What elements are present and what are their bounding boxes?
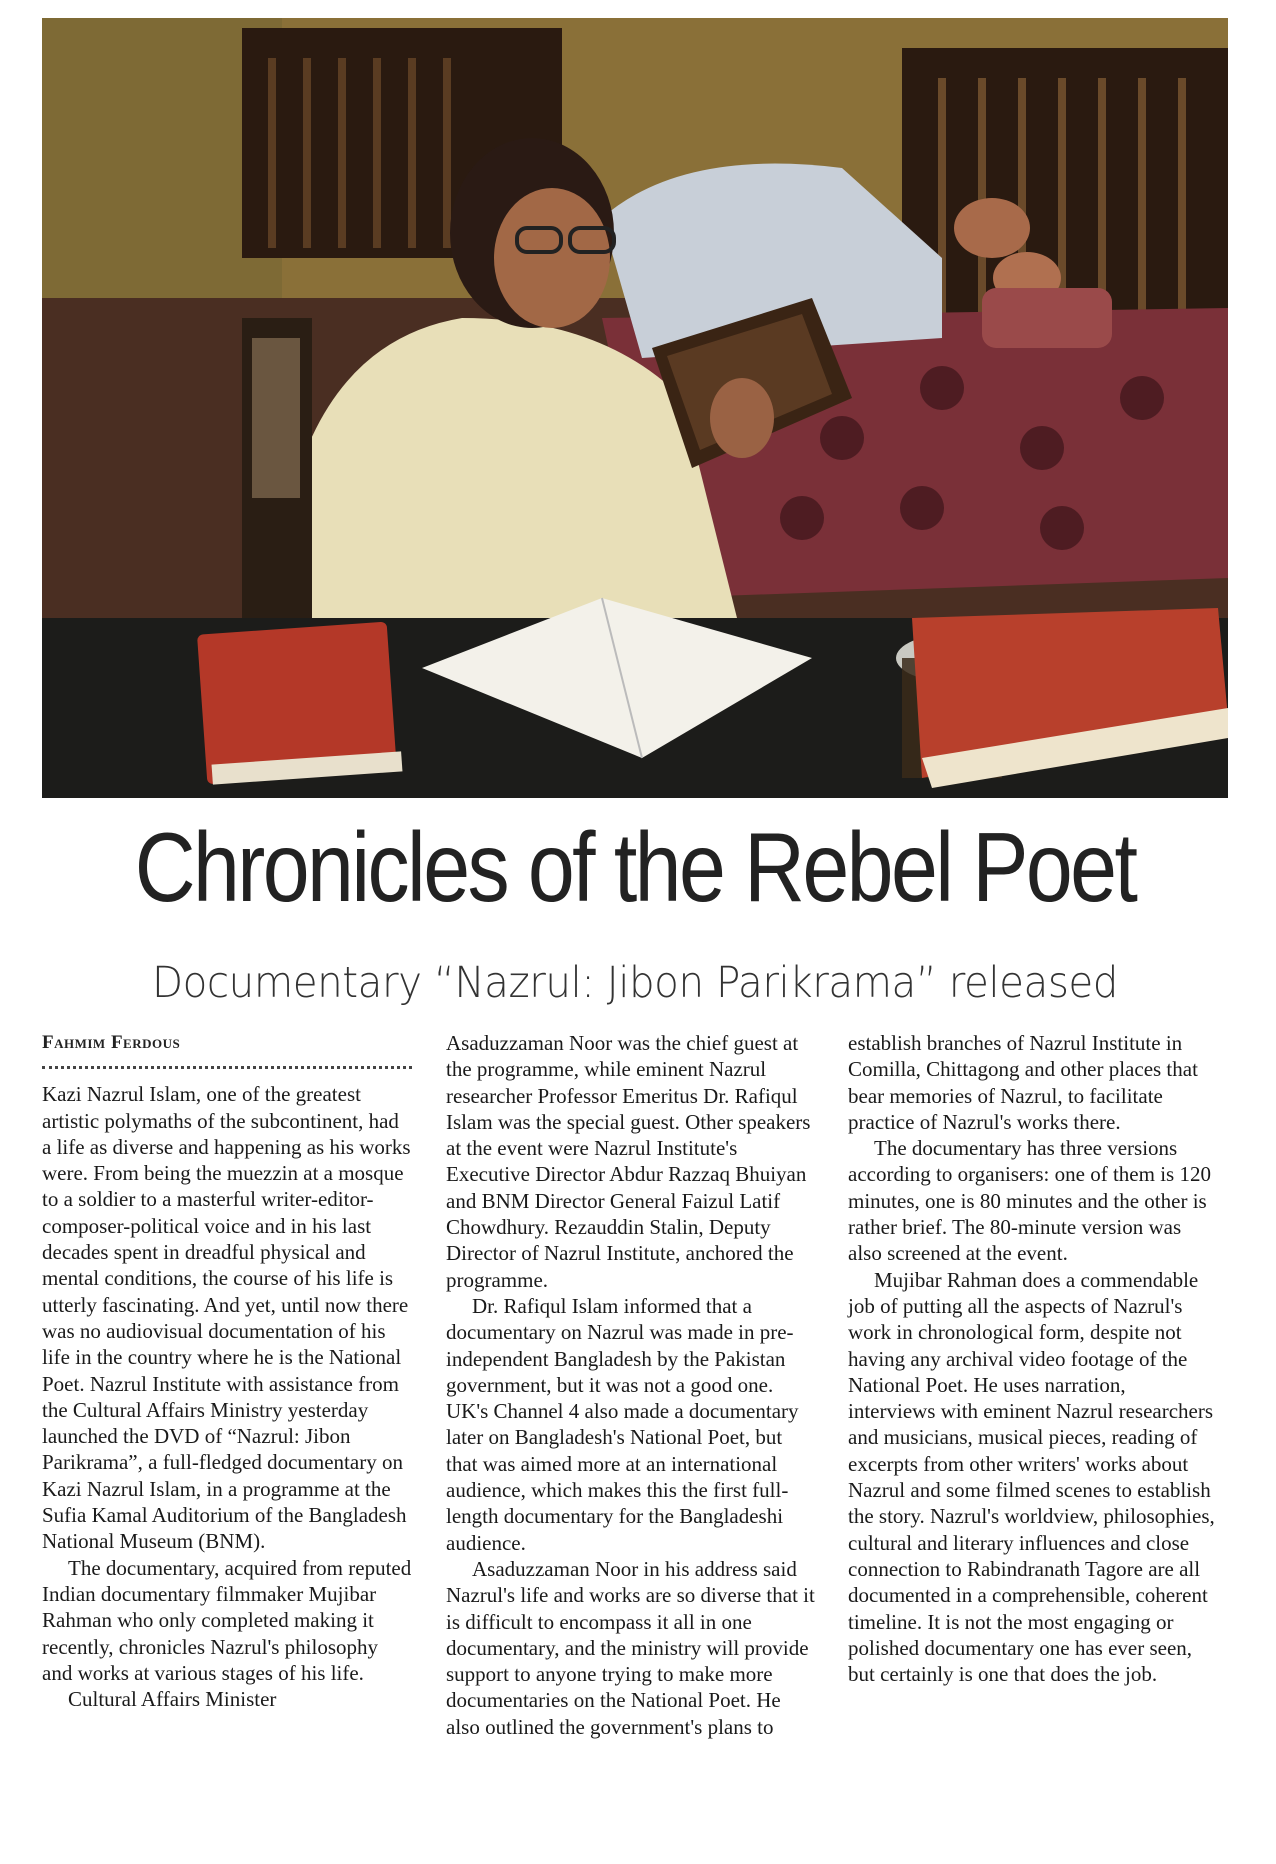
article-column-2 <box>446 1030 816 1740</box>
paragraph: Asaduzzaman Noor was the chief guest at the programme, while eminent Nazrul researcher Professor Emeritus Dr. Rafiqul Islam was the special guest. Other speakers at the event were Nazrul Institute's Executive Director Abdur Razzaq Bhuiyan and BNM Director General Faizul Latif Chowdhury. Rezauddin Stalin, Deputy Director of Nazrul Institute, anchored the programme. <box>446 1031 811 1292</box>
byline: Fahmim Ferdous <box>42 1032 181 1053</box>
film-still-photo <box>42 18 1228 798</box>
film-still-illustration <box>42 18 1228 798</box>
paragraph: Mujibar Rahman does a commendable job of putting all the aspects of Nazrul's work in chronological form, despite not having any archival video footage of the National Poet. He uses narration, interviews with eminent Nazrul researchers and musicians, musical pieces, reading of excerpts from other writers' works about Nazrul and some filmed scenes to establish the story. Nazrul's worldview, philosophies, cultural and literary influences and close connection to Rabindranath Tagore are all documented in a comprehensible, coherent timeline. It is not the most engaging or polished documentary one has ever seen, but certainly is one that does the job. <box>848 1267 1215 1687</box>
paragraph: establish branches of Nazrul Institute in Comilla, Chittagong and other places that bear memories of Nazrul, to facilitate practice of Nazrul's works there. <box>848 1031 1198 1134</box>
paragraph: The documentary has three versions according to organisers: one of them is 120 minutes, one is 80 minutes and the other is rather brief. The 80-minute version was also screened at the event. <box>848 1136 1211 1266</box>
article-column-1 <box>42 1030 412 1712</box>
paragraph: The documentary, acquired from reputed Indian documentary filmmaker Mujibar Rahman who only completed making it recently, chronicles Nazrul's philosophy and works at various stages of his life. <box>42 1555 412 1685</box>
paragraph: Kazi Nazrul Islam, one of the greatest artistic polymaths of the subcontinent, had a life as diverse and happening as his works were. From being the muezzin at a mosque to a soldier to a masterful writer-editor-composer-political voice and in his last decades spent in dreadful physical and mental conditions, the course of his life is utterly fascinating. And yet, until now there was no audiovisual documentation of his life in the country where he is the National Poet. Nazrul Institute with assistance from the Cultural Affairs Ministry yesterday launched the DVD of “Nazrul: Jibon Parikrama”, a full-fledged documentary on Kazi Nazrul Islam, in a programme at the Sufia Kamal Auditorium of the Bangladesh National Museum (BNM). <box>42 1082 411 1554</box>
paragraph: Cultural Affairs Minister <box>68 1687 277 1712</box>
paragraph: Dr. Rafiqul Islam informed that a documentary on Nazrul was made in pre-independent Bangladesh by the Pakistan government, but it was not a good one. UK's Channel 4 also made a documentary later on Bangladesh's National Poet, but that was aimed more at an international audience, which makes this the first full-length documentary for the Bangladeshi audience. <box>446 1293 799 1555</box>
article-column-3 <box>848 1030 1218 1687</box>
headline: Chronicles of the Rebel Poet <box>134 812 1136 922</box>
paragraph: Asaduzzaman Noor in his address said Nazrul's life and works are so diverse that it is difficult to encompass it all in one documentary, and the ministry will provide support to anyone trying to make more documentaries on the National Poet. He also outlined the government's plans to <box>446 1556 815 1739</box>
subheadline: Documentary “Nazrul: Jibon Parikrama” released <box>152 958 1118 1008</box>
article-body <box>42 1030 1228 1830</box>
byline-divider <box>42 1062 412 1069</box>
